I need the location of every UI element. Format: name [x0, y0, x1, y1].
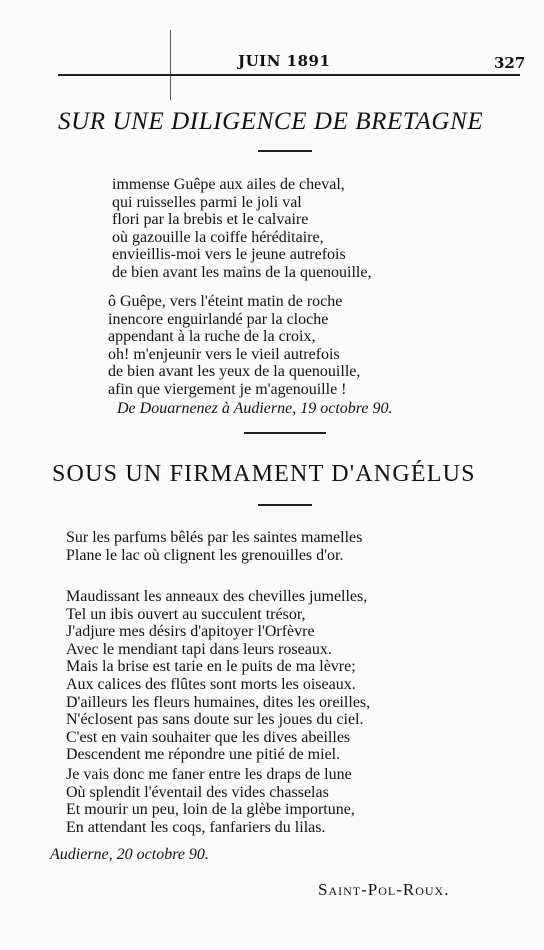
verse-line: flori par la brebis et le calvaire [112, 211, 309, 229]
verse-line: inencore enguirlandé par la cloche [108, 310, 329, 328]
verse-line: D'ailleurs les fleurs humaines, dites les oreilles, [66, 693, 371, 711]
verse-line: Je vais donc me faner entre les draps de lune [66, 766, 352, 783]
verse-line: J'adjure mes désirs d'apitoyer l'Orfèvre [66, 623, 315, 641]
poem-title-2: SOUS UN FIRMAMENT D'ANGÉLUS [52, 461, 476, 487]
title-rule-1 [258, 150, 312, 152]
verse-line: de bien avant les mains de la quenouille, [112, 263, 372, 281]
verse-line: Où splendit l'éventail des vides chasselas [66, 783, 329, 801]
poem-title-1: SUR UNE DILIGENCE DE BRETAGNE [58, 108, 484, 135]
poem2-stanza-1 [66, 529, 362, 564]
poem1-place-date: De Douarnenez à Audierne, 19 octobre 90. [117, 400, 393, 417]
poem1-stanza-1 [112, 176, 371, 282]
verse-line: envieillis-moi vers le jeune autrefois [112, 246, 346, 264]
verse-line: immense Guêpe aux ailes de cheval, [112, 176, 345, 193]
verse-line: appendant à la ruche de la croix, [108, 328, 316, 346]
verse-line: oh! m'enjeunir vers le vieil autrefois [108, 345, 340, 363]
verse-line: Tel un ibis ouvert au succulent trésor, [66, 605, 306, 623]
verse-line: ô Guêpe, vers l'éteint matin de roche [108, 293, 343, 310]
header-rule [58, 74, 520, 76]
poem2-place-date: Audierne, 20 octobre 90. [50, 846, 209, 863]
verse-line: Mais la brise est tarie en le puits de ma lèvre; [66, 658, 356, 676]
verse-line: de bien avant les yeux de la quenouille, [108, 363, 361, 381]
page-number: 327 [494, 54, 526, 72]
verse-line: En attendant les coqs, fanfariers du lilas. [66, 818, 326, 836]
poem2-stanza-2 [66, 588, 370, 764]
verse-line: Plane le lac où clignent les grenouilles d'or. [66, 546, 344, 564]
verse-line: Et mourir un peu, loin de la glèbe importune, [66, 801, 355, 819]
verse-line: qui ruisselles parmi le joli val [112, 193, 302, 211]
author-signature: Saint-Pol-Roux. [318, 880, 450, 899]
poem2-stanza-3 [66, 766, 355, 836]
verse-line: où gazouille la coiffe héréditaire, [112, 228, 324, 246]
margin-mark [170, 30, 171, 100]
verse-line: Maudissant les anneaux des chevilles jumelles, [66, 588, 368, 605]
running-header-date: JUIN 1891 [238, 52, 331, 70]
verse-line: Avec le mendiant tapi dans leurs roseaux. [66, 640, 332, 658]
verse-line: Sur les parfums bêlés par les saintes mamelles [66, 529, 363, 546]
verse-line: Aux calices des flûtes sont morts les oiseaux. [66, 675, 356, 693]
verse-line: Descendent me répondre une pitié de miel. [66, 746, 341, 764]
title-rule-2 [258, 504, 312, 506]
verse-line: afin que viergement je m'agenouille ! [108, 380, 347, 398]
verse-line: N'éclosent pas sans doute sur les joues du ciel. [66, 711, 364, 729]
section-divider [244, 432, 326, 434]
poem1-stanza-2 [108, 293, 360, 399]
verse-line: C'est en vain souhaiter que les dives abeilles [66, 728, 351, 746]
